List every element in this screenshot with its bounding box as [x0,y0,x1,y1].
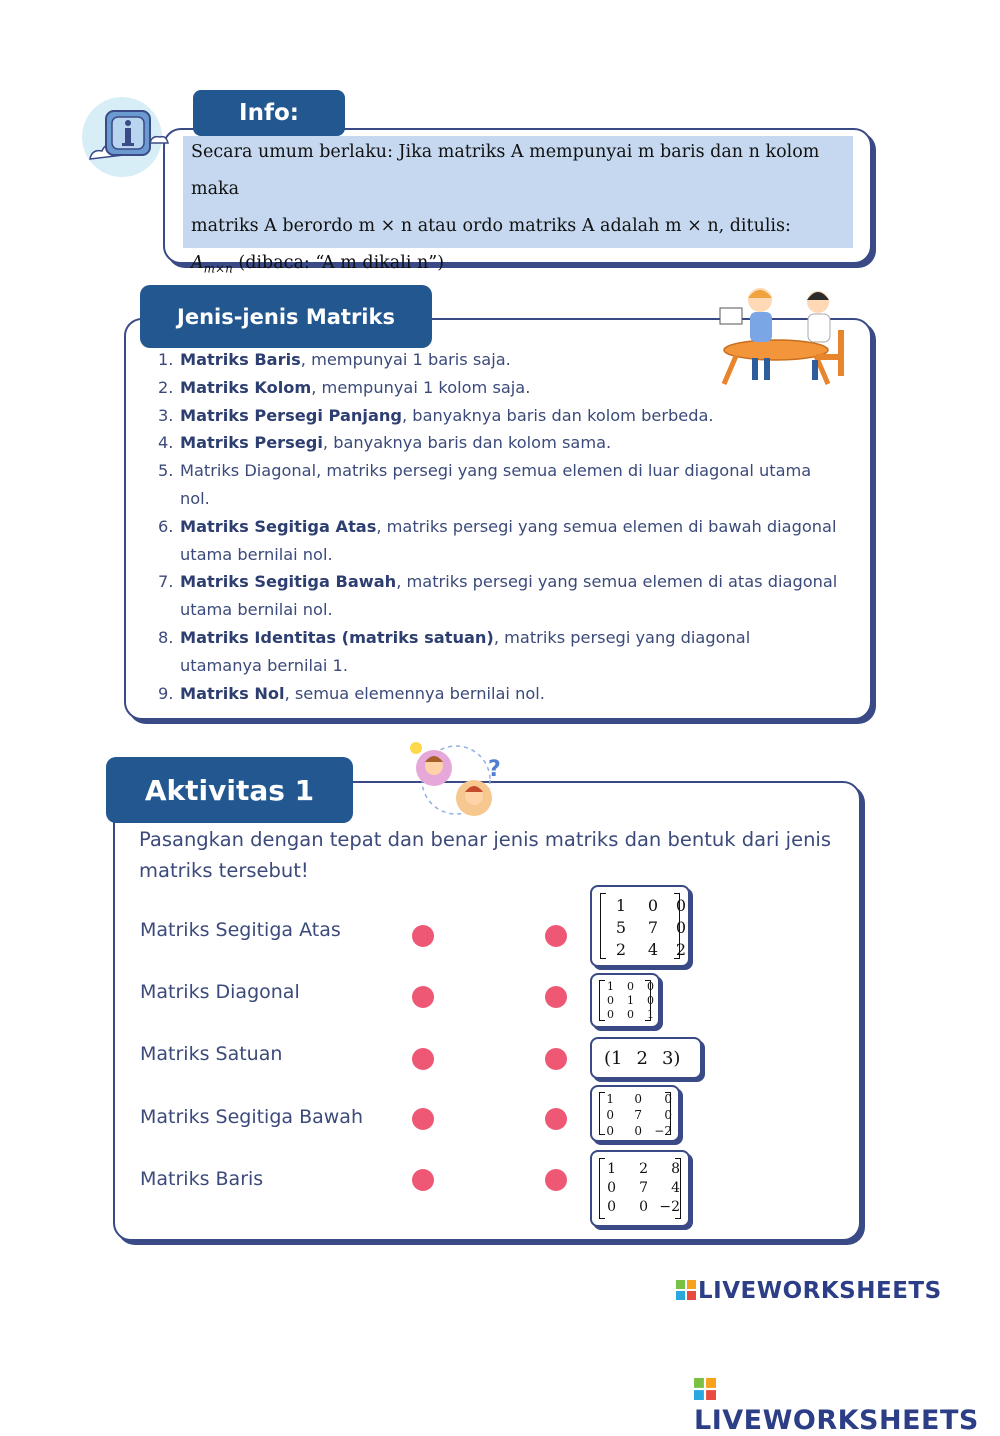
info-icon [80,93,172,181]
matrix-card-2: 1 0 0 0 1 0 0 0 1 [590,973,660,1028]
right-match-dot-1[interactable] [545,925,567,947]
list-item: 5. Matriks Diagonal, matriks persegi yang semua elemen di luar diagonal utama nol. [158,461,812,508]
list-item: 2. Matriks Kolom, mempunyai 1 kolom saja. [158,377,531,397]
match-label-segitiga-atas: Matriks Segitiga Atas [140,919,341,941]
liveworksheets-icon [676,1280,696,1300]
aktivitas-tab: Aktivitas 1 [106,757,353,823]
list-item: 1. Matriks Baris, mempunyai 1 baris saja. [158,350,511,369]
left-match-dot-4[interactable] [412,1108,434,1130]
right-match-dot-4[interactable] [545,1108,567,1130]
list-item: 3. Matriks Persegi Panjang, banyaknya baris dan kolom berbeda. [158,405,714,425]
thinking-people-icon [404,740,508,820]
matrix-card-3: (1 2 3) [590,1037,702,1079]
left-match-dot-1[interactable] [412,925,434,947]
info-symbol: A [191,253,204,273]
right-match-dot-3[interactable] [545,1048,567,1070]
svg-text:?: ? [488,757,501,782]
aktivitas-instruction: Pasangkan dengan tepat dan benar jenis matriks dan bentuk dari jenis matriks tersebut! [139,828,832,882]
liveworksheets-logo-inner[interactable]: LIVEWORKSHEETS [676,1278,942,1304]
jenis-list [158,346,858,707]
list-item: 4. Matriks Persegi, banyaknya baris dan kolom sama. [158,433,612,453]
right-match-dot-2[interactable] [545,986,567,1008]
match-label-satuan: Matriks Satuan [140,1043,283,1065]
jenis-tab: Jenis-jenis Matriks [140,285,432,348]
info-line-1: Secara umum berlaku: Jika matriks A mempunyai m baris dan n kolom maka [191,142,820,199]
liveworksheets-icon [694,1378,716,1400]
list-item: 7. Matriks Segitiga Bawah, matriks persegi yang semua elemen di atas diagonal utama bernilai nol. [158,572,838,620]
info-line-2: matriks A berordo m × n atau ordo matriks A adalah m × n, ditulis: [191,216,791,236]
liveworksheets-logo-bottom[interactable]: LIVEWORKSHEETS [694,1374,1000,1436]
list-item: 9. Matriks Nol, semua elemennya bernilai nol. [158,683,545,703]
info-line-3 [191,245,853,288]
info-tab: Info: [193,90,345,136]
matrix-card-4: 1 0 0 0 7 0 0 0 −2 [590,1085,680,1142]
left-match-dot-5[interactable] [412,1169,434,1191]
info-symbol-sub: m×n [203,261,233,276]
list-item: 8. Matriks Identitas (matriks satuan), matriks persegi yang diagonal utamanya bernilai 1. [158,627,751,675]
match-label-diagonal: Matriks Diagonal [140,981,300,1003]
left-match-dot-2[interactable] [412,986,434,1008]
list-item: 6. Matriks Segitiga Atas, matriks persegi yang semua elemen di bawah diagonal utama bernilai nol. [158,516,837,564]
matrix-card-1: 1 0 0 5 7 0 2 4 2 [590,885,690,967]
info-content [183,136,853,276]
match-label-baris: Matriks Baris [140,1168,264,1190]
left-match-dot-3[interactable] [412,1048,434,1070]
right-match-dot-5[interactable] [545,1169,567,1191]
matrix-card-5: 1 2 8 0 7 4 0 0 −2 [590,1150,690,1227]
match-label-segitiga-bawah: Matriks Segitiga Bawah [140,1106,363,1128]
info-symbol-reading: (dibaca: “A m dikali n”) [232,253,445,273]
